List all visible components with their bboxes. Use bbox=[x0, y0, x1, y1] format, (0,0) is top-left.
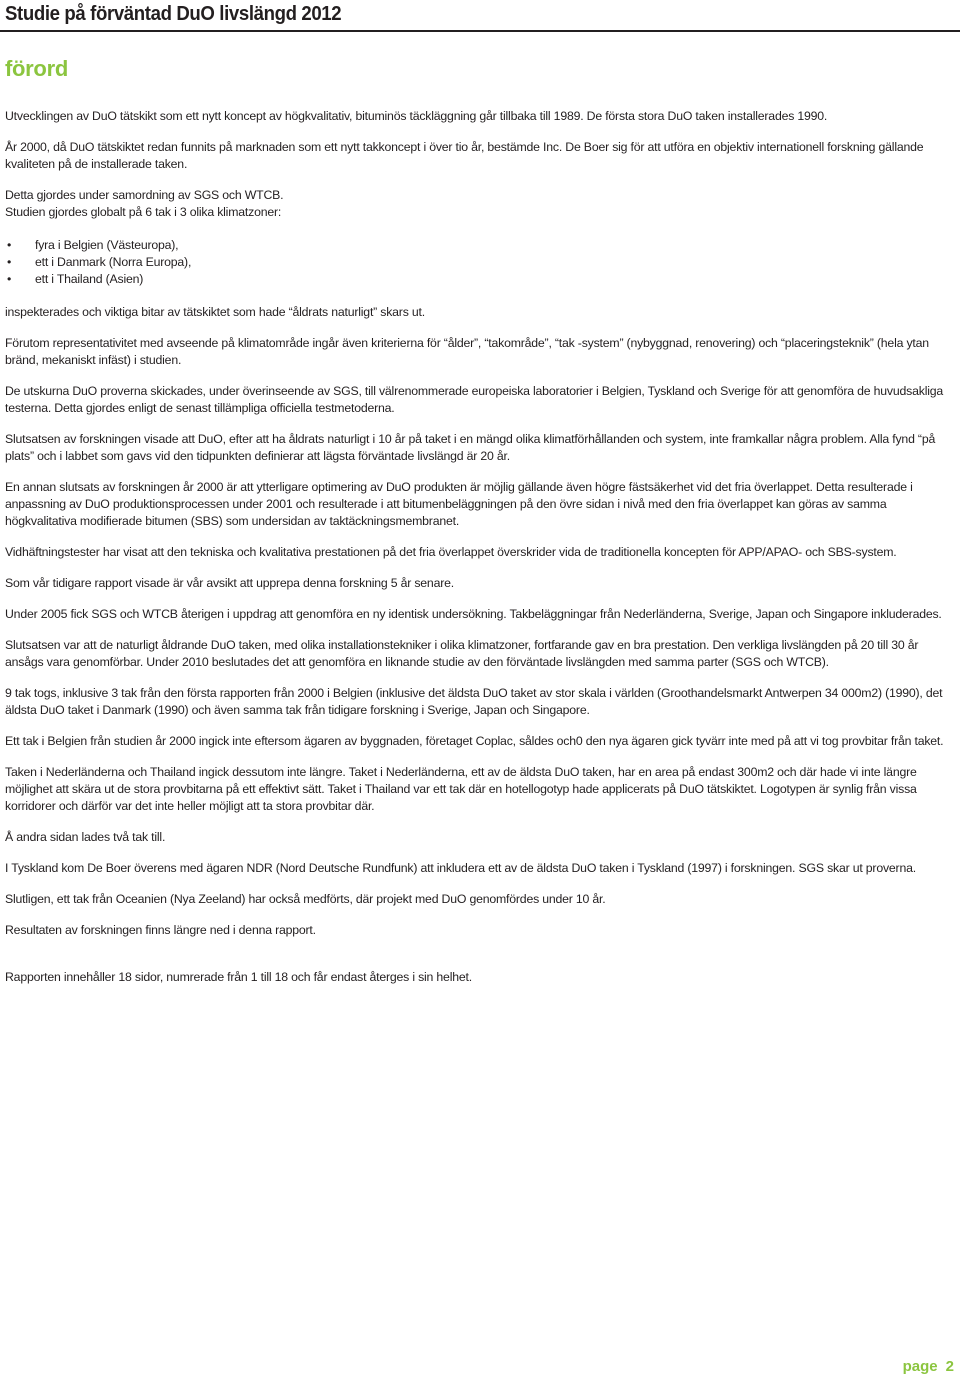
paragraph-2010-decision: Slutsatsen var att de naturligt åldrande DuO taken, med olika installationstekniker i olika klimatzoner, fortfarande gav en bra prestation. Den verkliga livslängden på 20 till 30 år ansågs vara genomförbar. Under 2010 beslutades det att genomföra en liknande studie av den förväntade livslängden med samma parter (SGS och WTCB). bbox=[5, 638, 919, 669]
paragraph-optimization: En annan slutsats av forskningen år 2000 är att ytterligare optimering av DuO produkten är möjlig gällande även högre fästsäkerhet vid det fria överlappet. Detta resulterade i anpassning av DuO produktionsprocessen under 2001 och resulterade i att bitumenbeläggningen på den övre sidan i nivå med den fria överlappet kan göras av samma högkvalitativa modifierade bitumen (SBS) som undersidan av taktäckningsmembranet. bbox=[5, 480, 913, 528]
document-title: Studie på förväntad DuO livslängd 2012 bbox=[5, 3, 342, 25]
list-item: • fyra i Belgien (Västeuropa), bbox=[5, 237, 955, 254]
paragraph-adhesion-tests: Vidhäftningstester har visat att den tekniska och kvalitativa prestationen på det fria överlappet överskrider vida de traditionella koncepten för APP/APAO- och SBS-system. bbox=[5, 545, 897, 559]
page-number: 2 bbox=[945, 1358, 954, 1375]
paragraph-nl-thailand-excluded: Taken i Nederländerna och Thailand ingick dessutom inte längre. Taket i Nederländerna, ett av de äldsta DuO taken, har en area på endast 300m2 och där hade vi inte längre möjlighet att skära ut de stora provbitarna på ett effektivt sätt. Taket i Thailand var ett tak där en hotellogotyp hade applicerats på DuO tätskiktet. Logotypen är synlig från vissa korridorer och därför var det inte heller möjligt att ta stora provbitar där. bbox=[5, 765, 917, 813]
paragraph-criteria: Förutom representativitet med avseende på klimatområde ingår även kriterierna för “ålder”, “takområde”, “tak -system” (nybyggnad, renovering) och “placeringsteknik” (hela ytan bränd, mekaniskt infäst) i studien. bbox=[5, 336, 929, 367]
paragraph-2005-study: Under 2005 fick SGS och WTCB återigen i uppdrag att genomföra en ny identisk undersökning. Takbeläggningar från Nederländerna, Sverige, Japan och Singapore inkluderades. bbox=[5, 607, 942, 621]
paragraph-coordination: Detta gjordes under samordning av SGS och WTCB. bbox=[5, 188, 284, 202]
paragraph-report-pages: Rapporten innehåller 18 sidor, numrerade från 1 till 18 och får endast återges i sin helhet. bbox=[5, 970, 472, 984]
roof-location-list bbox=[5, 237, 955, 288]
page-footer bbox=[903, 1358, 954, 1376]
paragraph-intro: Utvecklingen av DuO tätskikt som ett nytt koncept av högkvalitativ, bituminös täckläggning går tillbaka till 1989. De första stora DuO taken installerades 1990. bbox=[5, 109, 828, 123]
page-header bbox=[0, 0, 960, 32]
paragraph-repeat-intent: Som vår tidigare rapport visade är vår avsikt att upprepa denna forskning 5 år senare. bbox=[5, 576, 454, 590]
paragraph-nine-roofs: 9 tak togs, inklusive 3 tak från den första rapporten från 2000 i Belgien (inklusive det äldsta DuO taket av stor skala i världen (Groothandelsmarkt Antwerpen 34 000m2) (1990), det äldsta DuO taket i Danmark (1990) och även samma tak från tidigare forskning i Sverige, Japan och Singapore. bbox=[5, 686, 943, 717]
paragraph-germany: I Tyskland kom De Boer överens med ägaren NDR (Nord Deutsche Rundfunk) att inkludera ett av de äldsta DuO taken i Tyskland (1997) i forskningen. SGS skar ut proverna. bbox=[5, 861, 916, 875]
paragraph-conclusion: Slutsatsen av forskningen visade att DuO, efter att ha åldrats naturligt i 10 år på taket i en mängd olika klimatförhållanden och system, inte framkallar några problem. Alla fynd “på plats” och i labbet som gavs vid den tidpunkten definierar att lägsta förväntade livslängd är 20 år. bbox=[5, 432, 936, 463]
paragraph-laboratories: De utskurna DuO proverna skickades, under överinseende av SGS, till välrenommerade europeiska laboratorier i Belgien, Tyskland och Sverige för att genomföra de huvudsakliga testerna. Detta gjordes enligt de senast tillämpliga officiella testmetoderna. bbox=[5, 384, 944, 415]
document-body bbox=[5, 108, 955, 1000]
paragraph-research-start: År 2000, då DuO tätskiktet redan funnits på marknaden som ett nytt takkoncept i över tio år, bestämde Inc. De Boer sig för att utföra en objektiv internationell forskning gällande kvaliteten på de installerade taken. bbox=[5, 140, 924, 171]
paragraph-inspection: inspekterades och viktiga bitar av tätskiktet som hade “åldrats naturligt” skars ut. bbox=[5, 305, 425, 319]
paragraph-belgium-excluded: Ett tak i Belgien från studien år 2000 ingick inte eftersom ägaren av byggnaden, företaget Coplac, såldes och0 den nya ägaren gick tyvärr inte med på att vi tog provbitar från taket. bbox=[5, 734, 944, 748]
list-item: • ett i Danmark (Norra Europa), bbox=[5, 254, 955, 271]
section-title: förord bbox=[5, 56, 68, 81]
paragraph-study-scope: Studien gjordes globalt på 6 tak i 3 olika klimatzoner: bbox=[5, 205, 282, 219]
paragraph-oceania: Slutligen, ett tak från Oceanien (Nya Zeeland) har också medförts, där projekt med DuO genomfördes under 10 år. bbox=[5, 892, 606, 906]
list-item: • ett i Thailand (Asien) bbox=[5, 271, 955, 288]
paragraph-roofs-added: Å andra sidan lades två tak till. bbox=[5, 830, 166, 844]
paragraph-results: Resultaten av forskningen finns längre ned i denna rapport. bbox=[5, 923, 316, 937]
page-label: page bbox=[902, 1358, 938, 1375]
